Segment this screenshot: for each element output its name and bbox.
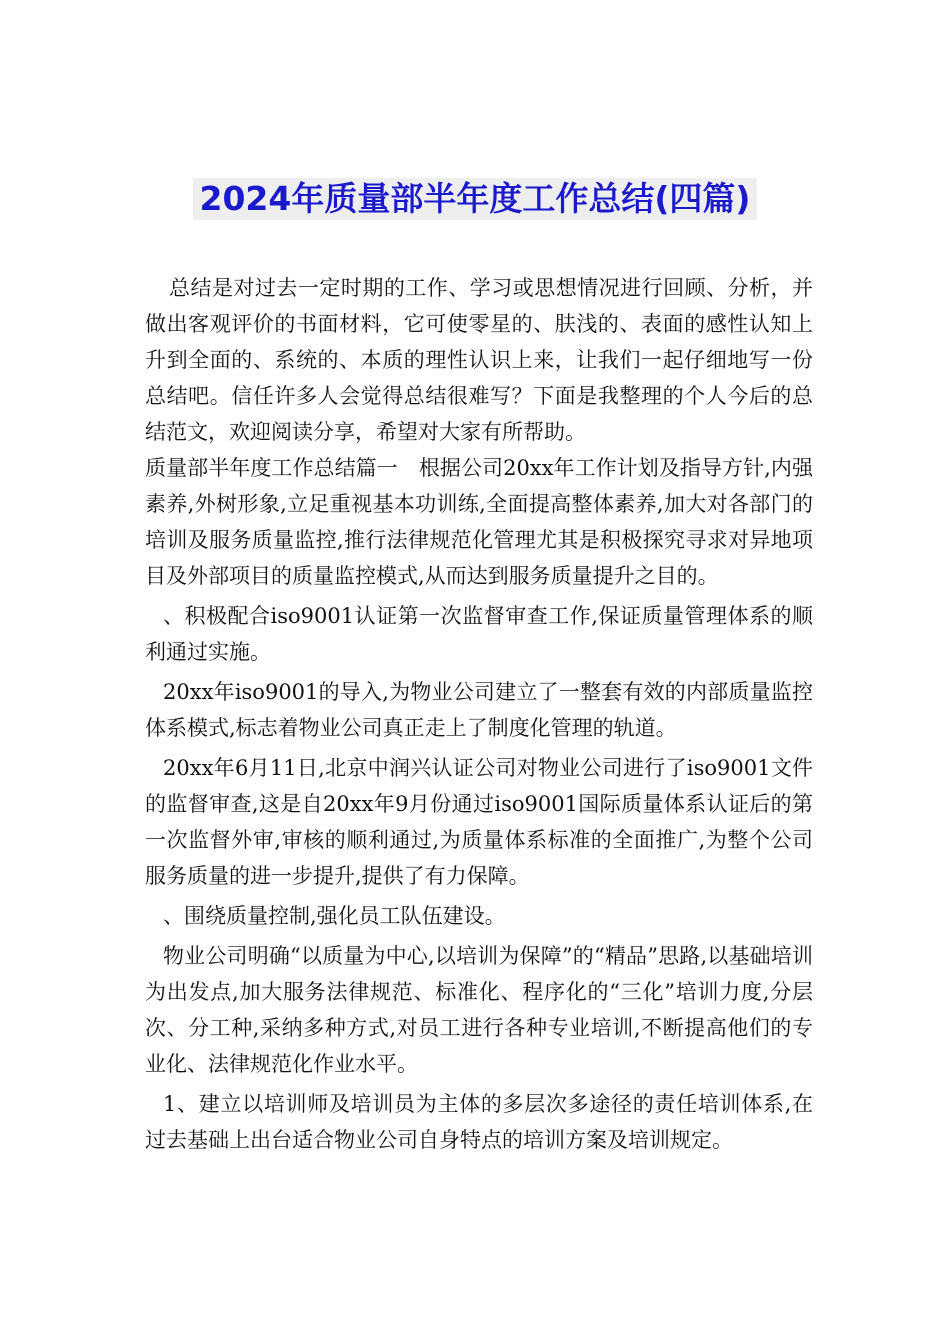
document-body (145, 270, 813, 1162)
title-container (0, 178, 950, 220)
paragraph-iso-cooperation: 、积极配合iso9001认证第一次监督审查工作,保证质量管理体系的顺利通过实施。 (145, 604, 813, 664)
paragraph-quality-control: 、围绕质量控制,强化员工队伍建设。 (163, 904, 506, 928)
paragraph-iso-introduction: 20xx年iso9001的导入,为物业公司建立了一整套有效的内部质量监控体系模式,标志着物业公司真正走上了制度化管理的轨道。 (145, 680, 813, 740)
paragraph-training-approach: 物业公司明确“以质量为中心,以培训为保障”的“精品”思路,以基础培训为出发点,加大服务法律规范、标准化、程序化的“三化”培训力度,分层次、分工种,采纳多种方式,对员工进行各种专业培训,不断提高他们的专业化、法律规范化作业水平。 (145, 944, 813, 1076)
paragraph-intro: 总结是对过去一定时期的工作、学习或思想情况进行回顾、分析，并做出客观评价的书面材料，它可使零星的、肤浅的、表面的感性认知上升到全面的、系统的、本质的理性认识上来，让我们一起仔细地写一份总结吧。信任许多人会觉得总结很难写？下面是我整理的个人今后的总结范文，欢迎阅读分享，希望对大家有所帮助。 (145, 276, 813, 444)
paragraph-section-one: 质量部半年度工作总结篇一 根据公司20xx年工作计划及指导方针,内强素养,外树形象,立足重视基本功训练,全面提高整体素养,加大对各部门的培训及服务质量监控,推行法律规范化管理尤其是积极探究寻求对异地项目及外部项目的质量监控模式,从而达到服务质量提升之目的。 (145, 456, 813, 588)
paragraph-iso-audit: 20xx年6月11日,北京中润兴认证公司对物业公司进行了iso9001文件的监督审查,这是自20xx年9月份通过iso9001国际质量体系认证后的第一次监督外审,审核的顺利通过,为质量体系标准的全面推广,为整个公司服务质量的进一步提升,提供了有力保障。 (145, 756, 813, 888)
paragraph-training-system: 1、建立以培训师及培训员为主体的多层次多途径的责任培训体系,在过去基础上出台适合物业公司自身特点的培训方案及培训规定。 (145, 1092, 813, 1152)
document-title: 2024年质量部半年度工作总结(四篇) (193, 178, 756, 220)
